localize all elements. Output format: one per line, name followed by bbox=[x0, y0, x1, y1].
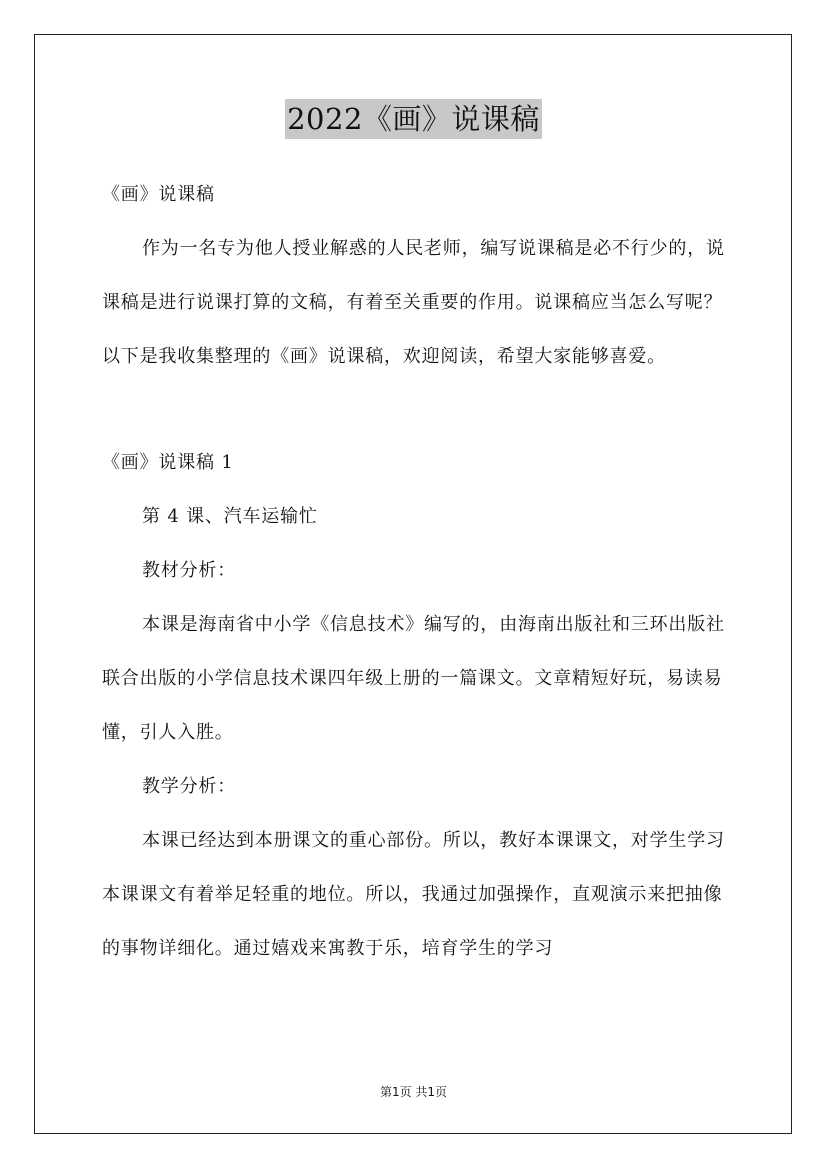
material-analysis-label: 教材分析： bbox=[142, 560, 236, 581]
document-title: 2022《画》说课稿 bbox=[285, 99, 542, 139]
document-title-wrap bbox=[0, 99, 827, 139]
section-heading-1: 《画》说课稿 1 bbox=[102, 452, 234, 473]
page-footer: 第1页 共1页 bbox=[379, 1085, 448, 1099]
section-heading: 《画》说课稿 bbox=[102, 184, 215, 205]
paragraph-gap bbox=[102, 384, 726, 436]
document-body bbox=[102, 168, 726, 976]
lesson-title: 第 4 课、汽车运输忙 bbox=[142, 506, 318, 527]
teaching-analysis-label: 教学分析： bbox=[142, 776, 236, 797]
teaching-analysis-paragraph: 本课已经达到本册课文的重心部份。所以，教好本课课文，对学生学习本课课文有着举足轻重的地位。所以，我通过加强操作，直观演示来把抽像的事物详细化。通过嬉戏来寓教于乐，培育学生的学习 bbox=[102, 830, 725, 959]
material-analysis-paragraph: 本课是海南省中小学《信息技术》编写的，由海南出版社和三环出版社联合出版的小学信息技术课四年级上册的一篇课文。文章精短好玩，易读易懂，引人入胜。 bbox=[102, 614, 725, 743]
intro-paragraph: 作为一名专为他人授业解惑的人民老师，编写说课稿是必不行少的，说课稿是进行说课打算的文稿，有着至关重要的作用。说课稿应当怎么写呢？以下是我收集整理的《画》说课稿，欢迎阅读，希望大家能够喜爱。 bbox=[102, 238, 725, 367]
